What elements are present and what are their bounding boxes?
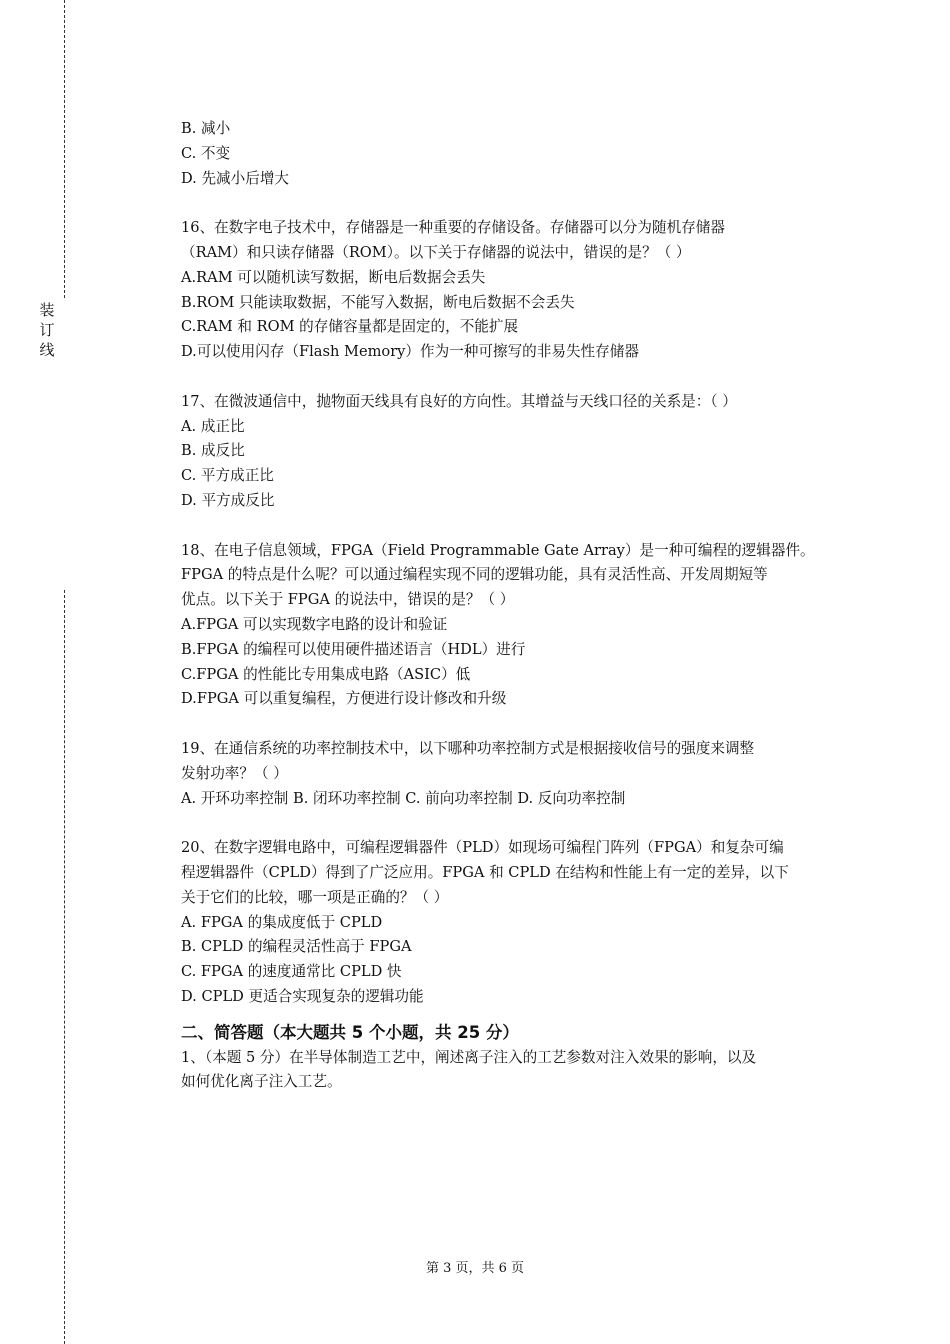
question-stem-line: 20、在数字逻辑电路中，可编程逻辑器件（PLD）如现场可编程门阵列（FPGA）和复杂可编: [181, 839, 784, 857]
binding-dashed-line-bottom: [64, 590, 65, 1344]
question-19: [181, 737, 861, 811]
binding-char: 装: [39, 301, 55, 319]
option-line: B.ROM 只能读取数据，不能写入数据，断电后数据不会丢失: [181, 293, 575, 311]
question-stem-line: 发射功率？（ ）: [181, 764, 288, 782]
option-line: C. FPGA 的速度通常比 CPLD 快: [181, 963, 402, 981]
binding-char: 线: [39, 341, 55, 359]
option-line: C. 平方成正比: [181, 467, 274, 485]
question-15-options: [181, 117, 861, 191]
option-line: B. 减小: [181, 120, 231, 137]
question-18: [181, 539, 861, 713]
option-line: A. FPGA 的集成度低于 CPLD: [181, 913, 383, 931]
question-stem-line: （RAM）和只读存储器（ROM）。以下关于存储器的说法中，错误的是？（ ）: [181, 243, 691, 261]
question-stem-line: 18、在电子信息领域，FPGA（Field Programmable Gate Array）是一种可编程的逻辑器件。: [181, 541, 815, 559]
short-answer-question-1: [181, 1046, 861, 1096]
option-line: B.FPGA 的编程可以使用硬件描述语言（HDL）进行: [181, 640, 526, 658]
option-line: C.FPGA 的性能比专用集成电路（ASIC）低: [181, 665, 471, 683]
option-line: D. 先减小后增大: [181, 169, 290, 187]
option-line: B. 成反比: [181, 442, 245, 460]
section-title: 二、简答题（本大题共 5 个小题，共 25 分）: [181, 1022, 519, 1042]
question-stem-line: 程逻辑器件（CPLD）得到了广泛应用。FPGA 和 CPLD 在结构和性能上有一定的差异，以下: [181, 863, 789, 881]
page-number: 第 3 页，共 6 页: [425, 1261, 525, 1276]
question-stem-line: 17、在微波通信中，抛物面天线具有良好的方向性。其增益与天线口径的关系是：（ ）: [181, 392, 737, 410]
question-stem-line: FPGA 的特点是什么呢？可以通过编程实现不同的逻辑功能，具有灵活性高、开发周期短等: [181, 566, 768, 584]
option-line: C.RAM 和 ROM 的存储容量都是固定的，不能扩展: [181, 318, 519, 336]
option-line: A. 成正比: [181, 417, 245, 435]
binding-label: [38, 300, 56, 360]
option-line: A.FPGA 可以实现数字电路的设计和验证: [181, 615, 448, 633]
option-line: A.RAM 可以随机读写数据，断电后数据会丢失: [181, 268, 486, 286]
option-line: D.可以使用闪存（Flash Memory）作为一种可擦写的非易失性存储器: [181, 343, 639, 361]
question-17: [181, 390, 861, 514]
question-16: [181, 216, 861, 365]
question-stem-line: 19、在通信系统的功率控制技术中，以下哪种功率控制方式是根据接收信号的强度来调整: [181, 739, 755, 757]
option-line: A. 开环功率控制 B. 闭环功率控制 C. 前向功率控制 D. 反向功率控制: [181, 789, 626, 807]
question-20: [181, 836, 861, 1010]
question-stem-line: 16、在数字电子技术中，存储器是一种重要的存储设备。存储器可以分为随机存储器: [181, 219, 725, 237]
binding-dashed-line-top: [64, 0, 65, 298]
option-line: C. 不变: [181, 144, 231, 162]
question-stem-line: 如何优化离子注入工艺。: [181, 1073, 342, 1091]
option-line: D.FPGA 可以重复编程，方便进行设计修改和升级: [181, 690, 507, 708]
binding-char: 订: [39, 321, 55, 339]
page-content: [181, 117, 861, 1095]
option-line: D. 平方成反比: [181, 491, 275, 509]
option-line: B. CPLD 的编程灵活性高于 FPGA: [181, 938, 412, 956]
option-line: D. CPLD 更适合实现复杂的逻辑功能: [181, 987, 424, 1005]
question-stem-line: 1、（本题 5 分）在半导体制造工艺中，阐述离子注入的工艺参数对注入效果的影响，以及: [181, 1048, 757, 1066]
question-stem-line: 优点。以下关于 FPGA 的说法中，错误的是？（ ）: [181, 591, 515, 609]
question-stem-line: 关于它们的比较，哪一项是正确的？（ ）: [181, 888, 449, 906]
